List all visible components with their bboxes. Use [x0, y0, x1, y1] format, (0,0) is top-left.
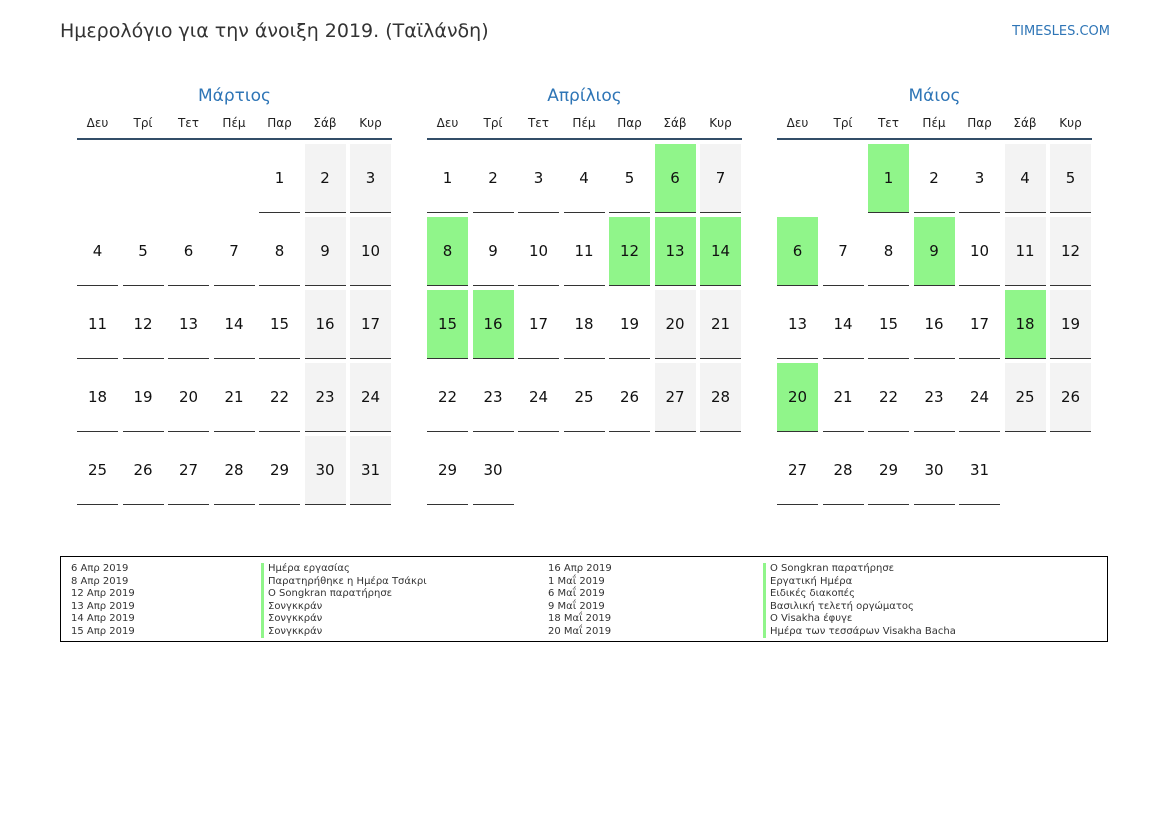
empty-day-cell: [1050, 436, 1091, 504]
empty-day-cell: [123, 144, 164, 212]
legend-holiday-name: Ημέρα εργασίας: [261, 563, 427, 576]
legend-holiday-name: Ο Visakha έφυγε: [763, 613, 956, 626]
day-cell[interactable]: 6: [168, 217, 209, 286]
weekday-label: Κυρ: [1059, 116, 1082, 130]
day-cell[interactable]: 14: [214, 290, 255, 359]
weekday-label: Πέμ: [922, 116, 946, 130]
day-cell[interactable]: 8: [427, 217, 468, 286]
legend-date: 6 Μαΐ 2019: [548, 588, 605, 599]
day-cell[interactable]: 20: [655, 290, 696, 359]
legend-holiday-name: Ημέρα των τεσσάρων Visakha Bacha: [763, 626, 956, 639]
day-cell[interactable]: 21: [700, 290, 741, 359]
legend-holiday-name: Σονγκκράν: [261, 613, 427, 626]
day-cell[interactable]: 26: [1050, 363, 1091, 432]
weekday-label: Δευ: [86, 116, 109, 130]
site-link[interactable]: TIMESLES.COM: [1012, 24, 1110, 39]
day-cell[interactable]: 25: [1005, 363, 1046, 432]
day-cell[interactable]: 16: [305, 290, 346, 359]
day-cell[interactable]: 16: [914, 290, 955, 359]
weekday-label: Πέμ: [222, 116, 246, 130]
day-cell[interactable]: 25: [564, 363, 605, 432]
day-cell[interactable]: 13: [777, 290, 818, 359]
legend-date: 15 Απρ 2019: [71, 625, 135, 637]
legend-holiday-name: Εργατική Ημέρα: [763, 576, 956, 589]
day-cell[interactable]: 23: [473, 363, 514, 432]
day-cell[interactable]: 28: [700, 363, 741, 432]
day-cell[interactable]: 28: [823, 436, 864, 505]
legend-date: 1 Μαΐ 2019: [548, 575, 605, 587]
legend-date: 9 Μαΐ 2019: [548, 600, 605, 612]
month-calendar: [777, 84, 1092, 509]
day-cell[interactable]: 27: [777, 436, 818, 505]
month-name: Απρίλιος: [547, 86, 622, 106]
legend-names-left: [261, 563, 427, 638]
day-cell[interactable]: 7: [700, 144, 741, 213]
holiday-legend: [60, 556, 1108, 642]
day-cell[interactable]: 30: [914, 436, 955, 505]
day-cell[interactable]: 26: [123, 436, 164, 505]
day-cell[interactable]: 17: [518, 290, 559, 359]
week-row: [77, 217, 392, 286]
day-cell[interactable]: 24: [959, 363, 1000, 432]
day-cell[interactable]: 2: [473, 144, 514, 213]
empty-day-cell: [655, 436, 696, 504]
day-cell[interactable]: 6: [655, 144, 696, 213]
legend-holiday-name: Παρατηρήθηκε η Ημέρα Τσάκρι: [261, 576, 427, 589]
day-cell[interactable]: 6: [777, 217, 818, 286]
day-cell[interactable]: 10: [959, 217, 1000, 286]
day-cell[interactable]: 10: [518, 217, 559, 286]
weekday-label: Σάβ: [313, 116, 337, 130]
legend-date: 20 Μαΐ 2019: [548, 625, 612, 637]
day-cell[interactable]: 22: [427, 363, 468, 432]
day-cell[interactable]: 18: [77, 363, 118, 432]
legend-date: 13 Απρ 2019: [71, 600, 135, 612]
month-name: Μάρτιος: [197, 86, 272, 106]
week-row: [77, 363, 392, 432]
legend-date: 8 Απρ 2019: [71, 575, 129, 587]
day-cell[interactable]: 15: [427, 290, 468, 359]
day-cell[interactable]: 31: [350, 436, 391, 505]
weekday-header: [427, 116, 742, 140]
day-cell[interactable]: 8: [868, 217, 909, 286]
day-cell[interactable]: 9: [305, 217, 346, 286]
day-cell[interactable]: 1: [868, 144, 909, 213]
day-cell[interactable]: 2: [914, 144, 955, 213]
empty-day-cell: [700, 436, 741, 504]
legend-dates-right: [548, 563, 612, 638]
day-cell[interactable]: 11: [1005, 217, 1046, 286]
page-title: Ημερολόγιο για την άνοιξη 2019. (Ταϊλάνδη): [60, 20, 489, 42]
day-cell[interactable]: 10: [350, 217, 391, 286]
day-cell[interactable]: 18: [564, 290, 605, 359]
empty-day-cell: [1005, 436, 1046, 504]
legend-date: 16 Απρ 2019: [548, 563, 612, 574]
day-cell[interactable]: 5: [1050, 144, 1091, 213]
legend-holiday-name: Ο Songkran παρατήρησε: [261, 588, 427, 601]
week-row: [427, 290, 742, 359]
day-cell[interactable]: 12: [1050, 217, 1091, 286]
day-cell[interactable]: 4: [77, 217, 118, 286]
weekday-label: Παρ: [617, 116, 642, 130]
legend-holiday-name: Σονγκκράν: [261, 626, 427, 639]
weekday-header: [777, 116, 1092, 140]
weekday-label: Δευ: [436, 116, 459, 130]
legend-date: 18 Μαΐ 2019: [548, 613, 612, 624]
day-cell[interactable]: 30: [473, 436, 514, 505]
day-cell[interactable]: 19: [123, 363, 164, 432]
week-row: [777, 436, 1092, 505]
legend-holiday-name: Βασιλική τελετή οργώματος: [763, 601, 956, 614]
day-cell[interactable]: 16: [473, 290, 514, 359]
day-cell[interactable]: 9: [473, 217, 514, 286]
legend-holiday-name: Ο Songkran παρατήρησε: [763, 563, 956, 576]
day-cell[interactable]: 14: [823, 290, 864, 359]
day-cell[interactable]: 21: [823, 363, 864, 432]
day-cell[interactable]: 17: [350, 290, 391, 359]
empty-day-cell: [609, 436, 650, 504]
day-cell[interactable]: 19: [1050, 290, 1091, 359]
weekday-label: Τετ: [877, 116, 900, 130]
weekday-label: Παρ: [267, 116, 292, 130]
weekday-label: Τετ: [527, 116, 550, 130]
weekday-header: [77, 116, 392, 140]
day-cell[interactable]: 28: [214, 436, 255, 505]
day-cell[interactable]: 3: [350, 144, 391, 213]
day-cell[interactable]: 21: [214, 363, 255, 432]
empty-day-cell: [214, 144, 255, 212]
weekday-label: Παρ: [967, 116, 992, 130]
day-cell[interactable]: 30: [305, 436, 346, 505]
empty-day-cell: [777, 144, 818, 212]
day-cell[interactable]: 11: [77, 290, 118, 359]
day-cell[interactable]: 2: [305, 144, 346, 213]
day-cell[interactable]: 5: [609, 144, 650, 213]
week-row: [77, 290, 392, 359]
day-cell[interactable]: 4: [1005, 144, 1046, 213]
week-row: [77, 144, 392, 213]
legend-holiday-name: Σονγκκράν: [261, 601, 427, 614]
weekday-label: Πέμ: [572, 116, 596, 130]
legend-dates-left: [71, 563, 135, 638]
empty-day-cell: [518, 436, 559, 504]
day-cell[interactable]: 19: [609, 290, 650, 359]
day-cell[interactable]: 12: [609, 217, 650, 286]
day-cell[interactable]: 17: [959, 290, 1000, 359]
day-cell[interactable]: 22: [868, 363, 909, 432]
week-row: [427, 144, 742, 213]
day-cell[interactable]: 4: [564, 144, 605, 213]
day-cell[interactable]: 1: [427, 144, 468, 213]
week-row: [427, 363, 742, 432]
day-cell[interactable]: 9: [914, 217, 955, 286]
weekday-label: Κυρ: [709, 116, 732, 130]
weekday-label: Κυρ: [359, 116, 382, 130]
day-cell[interactable]: 13: [168, 290, 209, 359]
day-cell[interactable]: 29: [259, 436, 300, 505]
day-cell[interactable]: 20: [168, 363, 209, 432]
day-cell[interactable]: 29: [868, 436, 909, 505]
legend-names-right: [763, 563, 956, 638]
day-cell[interactable]: 15: [868, 290, 909, 359]
day-cell[interactable]: 7: [823, 217, 864, 286]
day-cell[interactable]: 25: [77, 436, 118, 505]
day-cell[interactable]: 15: [259, 290, 300, 359]
month-name: Μάιος: [908, 86, 961, 106]
day-cell[interactable]: 20: [777, 363, 818, 432]
day-cell[interactable]: 27: [168, 436, 209, 505]
day-cell[interactable]: 8: [259, 217, 300, 286]
legend-date: 14 Απρ 2019: [71, 613, 135, 624]
week-row: [77, 436, 392, 505]
day-cell[interactable]: 3: [518, 144, 559, 213]
weekday-label: Δευ: [786, 116, 809, 130]
day-cell[interactable]: 26: [609, 363, 650, 432]
day-cell[interactable]: 23: [914, 363, 955, 432]
empty-day-cell: [77, 144, 118, 212]
month-calendar: [427, 84, 742, 509]
weekday-label: Τρί: [133, 116, 153, 130]
day-cell[interactable]: 24: [350, 363, 391, 432]
empty-day-cell: [564, 436, 605, 504]
day-cell[interactable]: 1: [259, 144, 300, 213]
empty-day-cell: [823, 144, 864, 212]
weekday-label: Τρί: [833, 116, 853, 130]
day-cell[interactable]: 18: [1005, 290, 1046, 359]
day-cell[interactable]: 31: [959, 436, 1000, 505]
weekday-label: Σάβ: [663, 116, 687, 130]
day-cell[interactable]: 3: [959, 144, 1000, 213]
week-row: [777, 363, 1092, 432]
weekday-label: Τρί: [483, 116, 503, 130]
empty-day-cell: [168, 144, 209, 212]
week-row: [427, 217, 742, 286]
weekday-label: Τετ: [177, 116, 200, 130]
day-cell[interactable]: 13: [655, 217, 696, 286]
day-cell[interactable]: 7: [214, 217, 255, 286]
legend-date: 6 Απρ 2019: [71, 563, 129, 574]
day-cell[interactable]: 29: [427, 436, 468, 505]
day-cell[interactable]: 12: [123, 290, 164, 359]
legend-date: 12 Απρ 2019: [71, 588, 135, 599]
day-cell[interactable]: 24: [518, 363, 559, 432]
day-cell[interactable]: 14: [700, 217, 741, 286]
day-cell[interactable]: 23: [305, 363, 346, 432]
month-calendar: [77, 84, 392, 509]
day-cell[interactable]: 22: [259, 363, 300, 432]
week-row: [777, 217, 1092, 286]
day-cell[interactable]: 27: [655, 363, 696, 432]
weekday-label: Σάβ: [1013, 116, 1037, 130]
week-row: [777, 144, 1092, 213]
week-row: [427, 436, 742, 505]
day-cell[interactable]: 11: [564, 217, 605, 286]
legend-holiday-name: Ειδικές διακοπές: [763, 588, 956, 601]
week-row: [777, 290, 1092, 359]
day-cell[interactable]: 5: [123, 217, 164, 286]
